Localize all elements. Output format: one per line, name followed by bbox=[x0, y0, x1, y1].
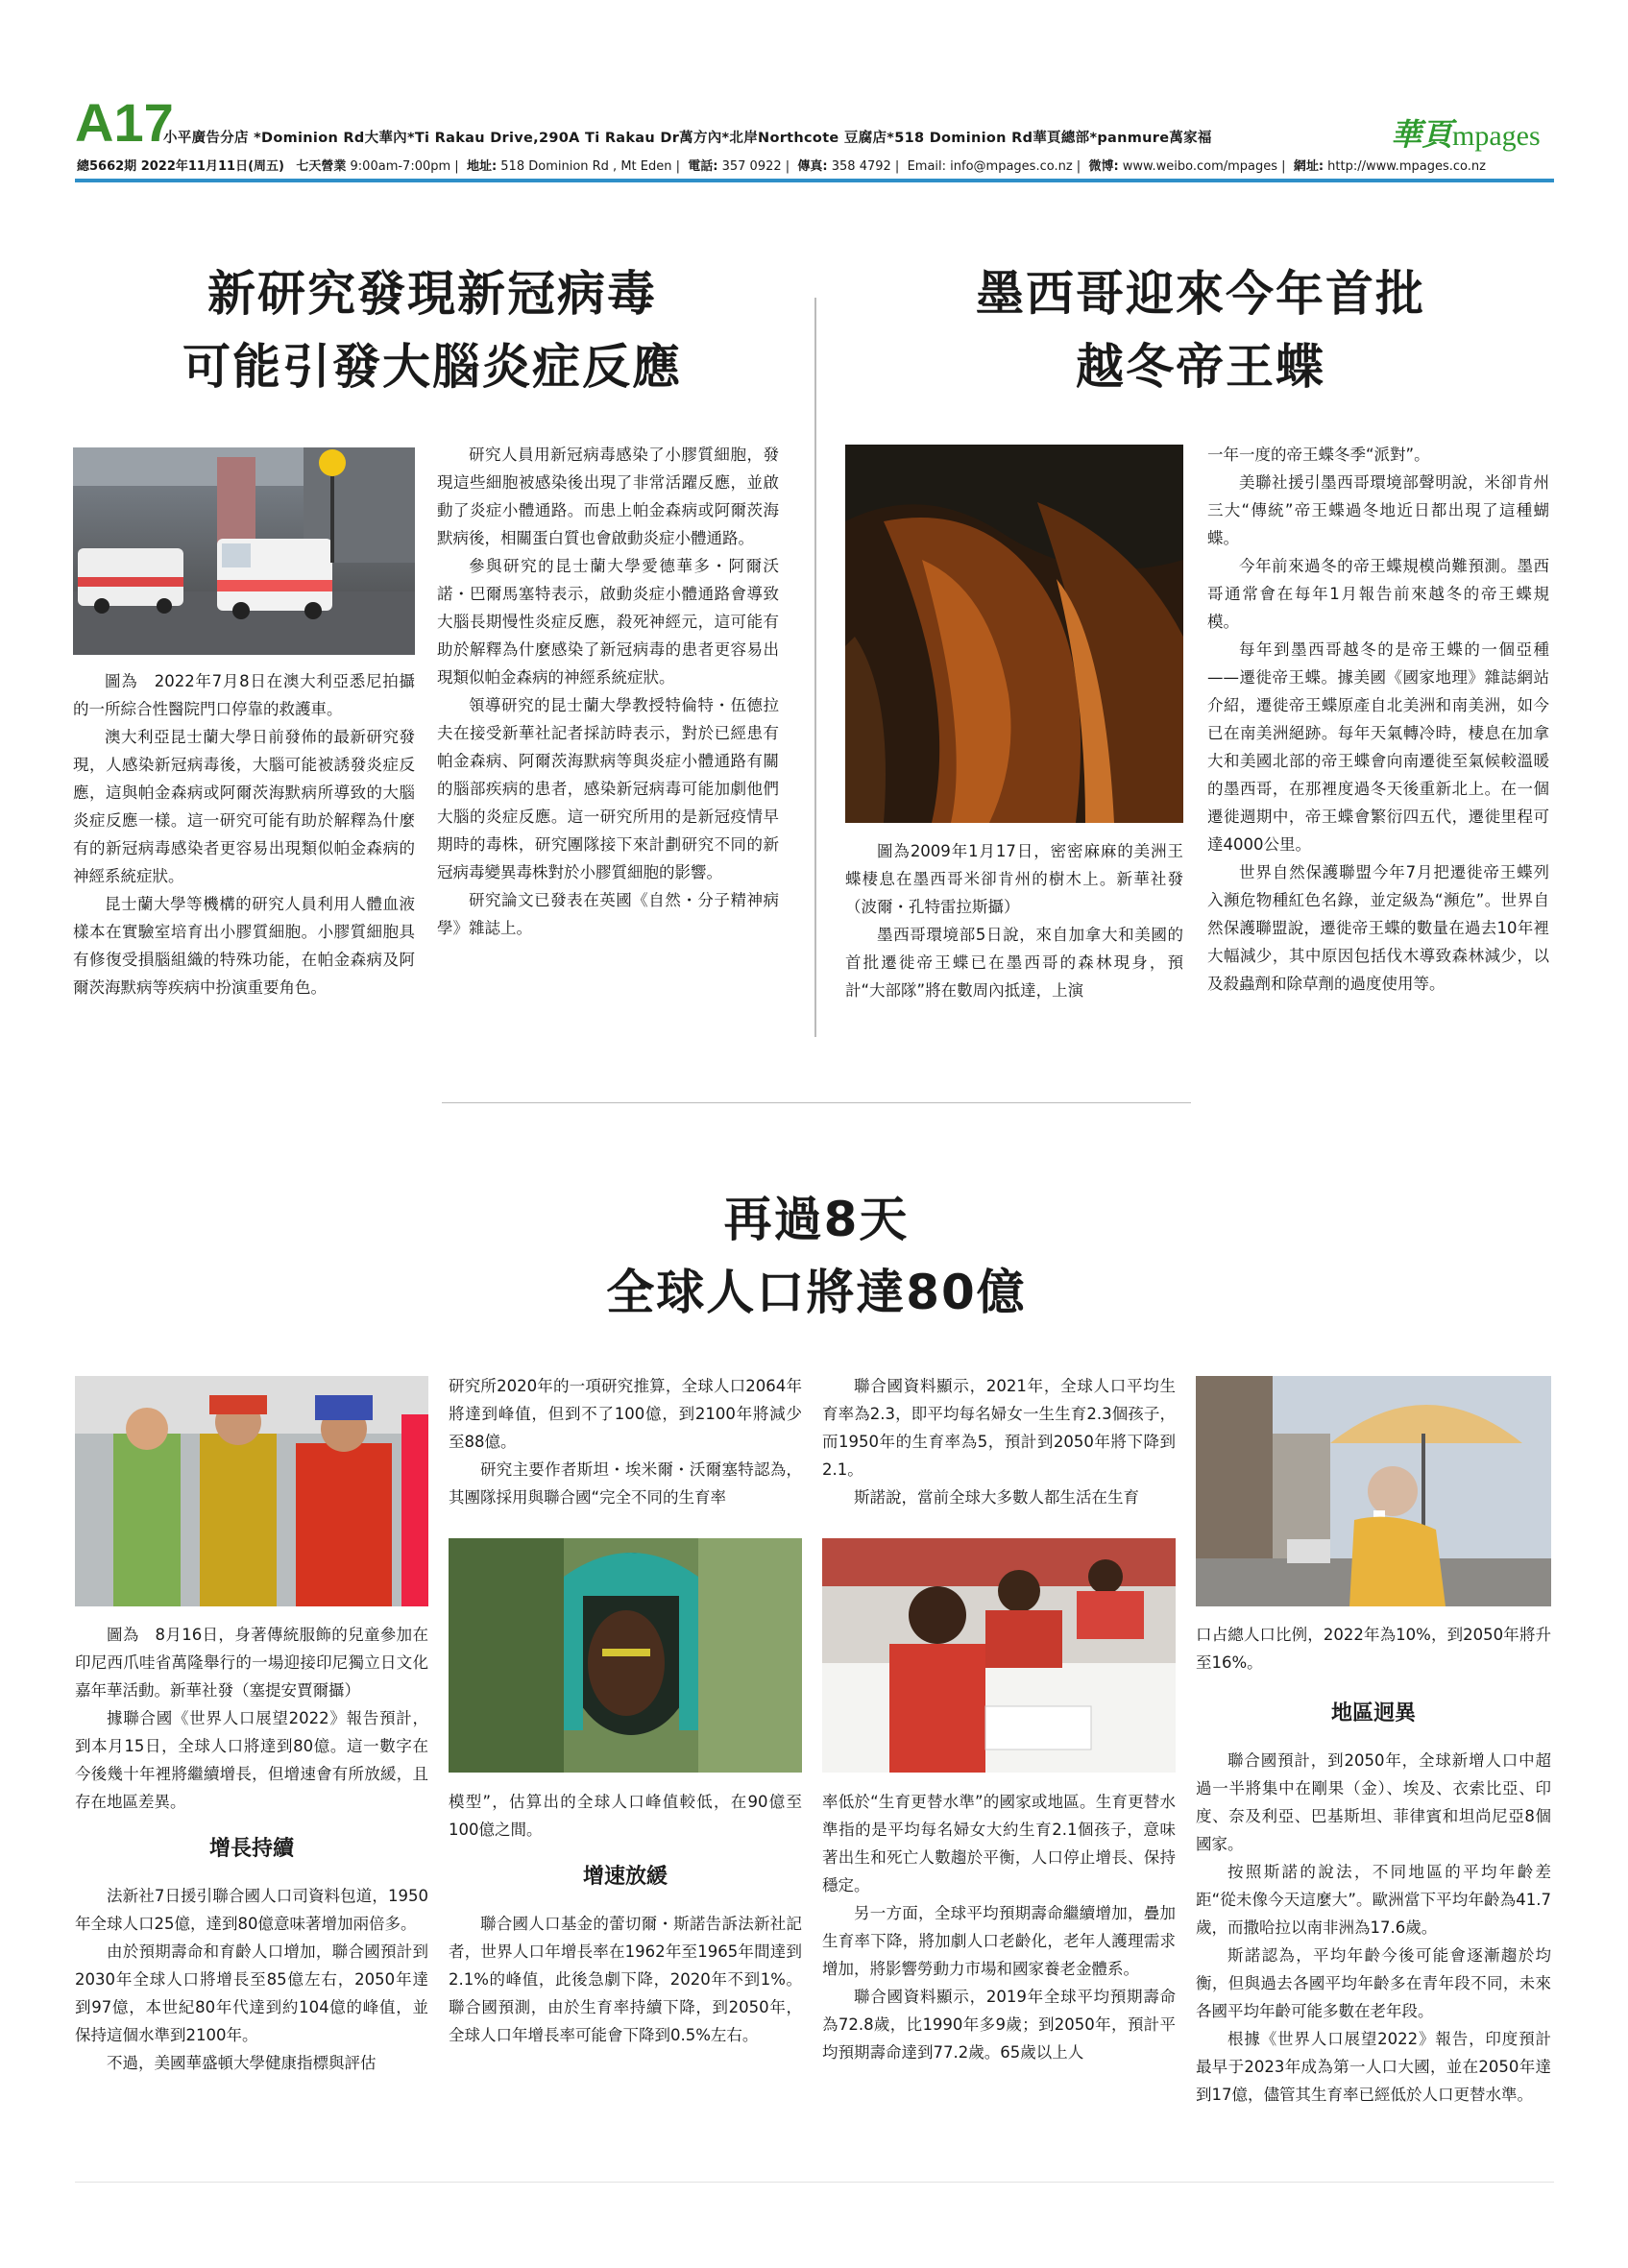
face-paint-photo bbox=[449, 1538, 802, 1773]
elderly-woman-photo bbox=[1196, 1376, 1551, 1606]
schoolchildren-photo bbox=[822, 1538, 1176, 1773]
section-divider bbox=[442, 1102, 1191, 1103]
weibo-link[interactable]: www.weibo.com/mpages bbox=[1122, 159, 1278, 174]
article1-paragraph: 澳大利亞昆士蘭大學日前發佈的最新研究發現，人感染新冠病毒後，大腦可能被誘發炎症反應，這與帕金森病或阿爾茨海默病所導致的大腦炎症反應一樣。這一研究可能有助於解釋為什麼有的新冠病毒感染者更容易出現類似帕金森病的神經系統症狀。 bbox=[73, 728, 415, 885]
article2-paragraph: 一年一度的帝王蝶冬季“派對”。 bbox=[1207, 446, 1430, 464]
article3-column2-top bbox=[449, 1372, 802, 1511]
header-rule bbox=[75, 179, 1554, 182]
subheading-growth: 增長持續 bbox=[208, 1837, 294, 1861]
header-info-bar: 總5662期 2022年11月11日(周五) 七天營業 9:00am-7:00pm | 地址: 518 Dominion Rd , Mt Eden | 電話: 357 0922 | 傳真: 358 4792 | Email: info@mpages.co.nz | 微博: www.weibo.com/mpages | 網址: http://www.mpages.co.nz bbox=[77, 159, 1486, 174]
article1-caption: 圖為 2022年7月8日在澳大利亞悉尼拍攝的一所綜合性醫院門口停靠的救護車。 bbox=[73, 672, 415, 718]
article3-paragraph: 研究所2020年的一項研究推算，全球人口2064年將達到峰值，但到不了100億，到2100年將減少至88億。 bbox=[449, 1377, 802, 1451]
article3-headline-line2: 全球人口將達80億 bbox=[606, 1265, 1027, 1320]
article2-column2 bbox=[1207, 441, 1549, 998]
web-link[interactable]: http://www.mpages.co.nz bbox=[1327, 159, 1486, 174]
header-branches: 小平廣告分店 *Dominion Rd大華內*Ti Rakau Drive,290A Ti Rakau Dr萬方內*北岸Northcote 豆腐店*518 Dominion Rd華頁總部*panmure萬家福 bbox=[163, 131, 1212, 146]
weibo-label: 微博: bbox=[1088, 159, 1119, 174]
article2-caption: 圖為2009年1月17日，密密麻麻的美洲王蝶棲息在墨西哥米卻肯州的樹木上。新華社發（波爾・孔特雷拉斯攝） bbox=[845, 842, 1183, 916]
article3-paragraph: 聯合國預計，到2050年，全球新增人口中超過一半將集中在剛果（金）、埃及、衣索比亞、印度、奈及利亞、巴基斯坦、菲律賓和坦尚尼亞8個國家。 bbox=[1196, 1751, 1551, 1853]
article2-paragraph: 世界自然保護聯盟今年7月把遷徙帝王蝶列入瀕危物種紅色名錄，並定級為“瀕危”。世界自然保護聯盟說，遷徙帝王蝶的數量在過去10年裡大幅減少，其中原因包括伐木導致森林減少，以及殺蟲劑和除草劑的過度使用等。 bbox=[1207, 863, 1549, 993]
article3-paragraph: 率低於“生育更替水準”的國家或地區。生育更替水準指的是平均每名婦女大約生育2.1個孩子，意味著出生和死亡人數趨於平衡，人口停止增長、保持穩定。 bbox=[822, 1793, 1176, 1894]
article1-headline-line2: 可能引發大腦炎症反應 bbox=[182, 339, 682, 395]
article3-column1 bbox=[75, 1621, 428, 2077]
children-costume-photo bbox=[75, 1376, 428, 1606]
article2-paragraph: 今年前來過冬的帝王蝶規模尚難預測。墨西哥通常會在每年1月報告前來越冬的帝王蝶規模。 bbox=[1207, 557, 1549, 631]
article1-paragraph: 領導研究的昆士蘭大學教授特倫特・伍德拉夫在接受新華社記者採訪時表示，對於已經患有帕金森病、阿爾茨海默病等與炎症小體通路有關的腦部疾病的患者，感染新冠病毒可能加劇他們大腦的炎症反應。這一研究所用的是新冠疫情早期時的毒株，研究團隊接下來計劃研究不同的新冠病毒變異毒株對於小膠質細胞的影響。 bbox=[437, 696, 779, 881]
phone: 357 0922 bbox=[721, 159, 782, 174]
article3-paragraph: 聯合國人口基金的蕾切爾・斯諾告訴法新社記者，世界人口年增長率在1962年至1965年間達到2.1%的峰值，此後急劇下降，2020年不到1%。聯合國預測，由於生育率持續下降，到2050年，全球人口年增長率可能會下降到0.5%左右。 bbox=[449, 1915, 802, 2044]
subheading-slowdown: 增速放緩 bbox=[582, 1865, 668, 1889]
article2-headline bbox=[845, 257, 1556, 403]
article3-paragraph: 研究主要作者斯坦・埃米爾・沃爾塞特認為，其團隊採用與聯合國“完全不同的生育率 bbox=[449, 1460, 802, 1507]
article3-paragraph: 不過，美國華盛頓大學健康指標與評估 bbox=[107, 2054, 377, 2072]
subheading-regional: 地區迥異 bbox=[1330, 1701, 1416, 1725]
article3-paragraph: 按照斯諾的說法，不同地區的平均年齡差距“從未像今天這麼大”。歐洲當下平均年齡為41.7歲，而撒哈拉以南非洲為17.6歲。 bbox=[1196, 1863, 1551, 1937]
article1-paragraph: 昆士蘭大學等機構的研究人員利用人體血液樣本在實驗室培育出小膠質細胞。小膠質細胞具有修復受損腦組織的特殊功能，在帕金森病及阿爾茨海默病等疾病中扮演重要角色。 bbox=[73, 895, 415, 997]
article3-headline bbox=[365, 1183, 1268, 1329]
article1-headline bbox=[77, 257, 788, 403]
ambulance-photo bbox=[73, 447, 415, 655]
article3-headline-line1: 再過8天 bbox=[723, 1192, 910, 1247]
issue-date: 總5662期 2022年11月11日(周五) bbox=[77, 159, 284, 174]
article3-paragraph: 據聯合國《世界人口展望2022》報告預計，到本月15日，全球人口將達到80億。這一數字在今後幾十年裡將繼續增長，但增速會有所放緩，且存在地區差異。 bbox=[75, 1709, 428, 1811]
article1-headline-line1: 新研究發現新冠病毒 bbox=[207, 266, 657, 322]
hours: 9:00am-7:00pm bbox=[350, 159, 451, 174]
article1-column1 bbox=[73, 667, 415, 1001]
article1-paragraph: 參與研究的昆士蘭大學愛德華多・阿爾沃諾・巴爾馬塞特表示，啟動炎症小體通路會導致大腦長期慢性炎症反應，殺死神經元，這可能有助於解釋為什麼感染了新冠病毒的患者更容易出現類似帕金森病的神經系統症狀。 bbox=[437, 557, 779, 687]
fax: 358 4792 bbox=[831, 159, 891, 174]
article3-paragraph: 由於預期壽命和育齡人口增加，聯合國預計到2030年全球人口將增長至85億左右，2050年達到97億，本世紀80年代達到約104億的峰值，並保持這個水準到2100年。 bbox=[75, 1942, 428, 2044]
footer-rule bbox=[75, 2182, 1554, 2183]
logo-english: mpages bbox=[1452, 120, 1541, 152]
article2-paragraph: 墨西哥環境部5日說，來自加拿大和美國的首批遷徙帝王蝶已在墨西哥的森林現身，預計“大部隊”將在數周內抵達，上演 bbox=[845, 926, 1183, 1000]
article3-paragraph: 口占總人口比例，2022年為10%，到2050年將升至16%。 bbox=[1196, 1626, 1551, 1672]
column-divider bbox=[814, 298, 816, 1037]
article3-column3-top bbox=[822, 1372, 1176, 1511]
article3-caption: 圖為 8月16日，身著傳統服飾的兒童參加在印尼西爪哇省萬隆舉行的一場迎接印尼獨立日文化嘉年華活動。新華社發（塞提安賈爾攝） bbox=[75, 1626, 428, 1700]
monarch-butterfly-photo bbox=[845, 445, 1183, 823]
article3-paragraph: 另一方面，全球平均預期壽命繼續增加，疊加生育率下降，將加劇人口老齡化，老年人護理需求增加，將影響勞動力市場和國家養老金體系。 bbox=[822, 1904, 1176, 1978]
article3-column2-bottom bbox=[449, 1788, 802, 2049]
web-label: 網址: bbox=[1293, 159, 1324, 174]
article2-paragraph: 每年到墨西哥越冬的是帝王蝶的一個亞種——遷徙帝王蝶。據美國《國家地理》雜誌網站介紹，遷徙帝王蝶原產自北美洲和南美洲，如今已在南美洲絕跡。每年天氣轉冷時，棲息在加拿大和美國北部的帝王蝶會向南遷徙至氣候較溫暖的墨西哥，在那裡度過冬天後重新北上。在一個遷徙週期中，帝王蝶會繁衍四五代，遷徙里程可達4000公里。 bbox=[1207, 640, 1549, 854]
article1-paragraph: 研究論文已發表在英國《自然・分子精神病學》雜誌上。 bbox=[437, 891, 779, 937]
phone-label: 電話: bbox=[688, 159, 718, 174]
article3-paragraph: 斯諾認為，平均年齡今後可能會逐漸趨於均衡，但與過去各國平均年齡多在青年段不同，未來各國平均年齡可能多數在老年段。 bbox=[1196, 1946, 1551, 2020]
address-label: 地址: bbox=[466, 159, 498, 174]
article2-headline-line1: 墨西哥迎來今年首批 bbox=[976, 266, 1425, 322]
article3-column3-bottom bbox=[822, 1788, 1176, 2066]
email-link[interactable]: Email: info@mpages.co.nz bbox=[907, 159, 1073, 174]
article1-column2 bbox=[437, 441, 779, 942]
article1-paragraph: 研究人員用新冠病毒感染了小膠質細胞，發現這些細胞被感染後出現了非常活躍反應，並啟動了炎症小體通路。而患上帕金森病或阿爾茨海默病後，相關蛋白質也會啟動炎症小體通路。 bbox=[437, 446, 779, 547]
fax-label: 傳真: bbox=[797, 159, 828, 174]
article2-headline-line2: 越冬帝王蝶 bbox=[1076, 339, 1325, 395]
article3-paragraph: 模型”，估算出的全球人口峰值較低，在90億至100億之間。 bbox=[449, 1793, 802, 1839]
article3-paragraph: 聯合國資料顯示，2021年，全球人口平均生育率為2.3，即平均每名婦女一生生育2.3個孩子，而1950年的生育率為5，預計到2050年將下降到2.1。 bbox=[822, 1377, 1176, 1479]
article3-paragraph: 根據《世界人口展望2022》報告，印度預計最早于2023年成為第一人口大國，並在2050年達到17億，儘管其生育率已經低於人口更替水準。 bbox=[1196, 2030, 1551, 2104]
article3-paragraph: 法新社7日援引聯合國人口司資料包道，1950年全球人口25億，達到80億意味著增加兩倍多。 bbox=[75, 1887, 428, 1933]
address: 518 Dominion Rd , Mt Eden bbox=[500, 159, 672, 174]
hours-label: 七天營業 bbox=[296, 159, 347, 174]
article3-paragraph: 斯諾說，當前全球大多數人都生活在生育 bbox=[854, 1488, 1139, 1507]
article2-column1 bbox=[845, 837, 1183, 1004]
logo-chinese: 華頁 bbox=[1391, 116, 1453, 153]
page-number: A17 bbox=[75, 92, 174, 153]
article3-column4 bbox=[1196, 1621, 1551, 2109]
article3-paragraph: 聯合國資料顯示，2019年全球平均預期壽命為72.8歲，比1990年多9歲；到2050年，預計平均預期壽命達到77.2歲。65歲以上人 bbox=[822, 1988, 1176, 2062]
article2-paragraph: 美聯社援引墨西哥環境部聲明說，米卻肯州三大“傳統”帝王蝶過冬地近日都出現了這種蝴蝶。 bbox=[1207, 473, 1549, 547]
mpages-logo bbox=[1391, 110, 1541, 155]
